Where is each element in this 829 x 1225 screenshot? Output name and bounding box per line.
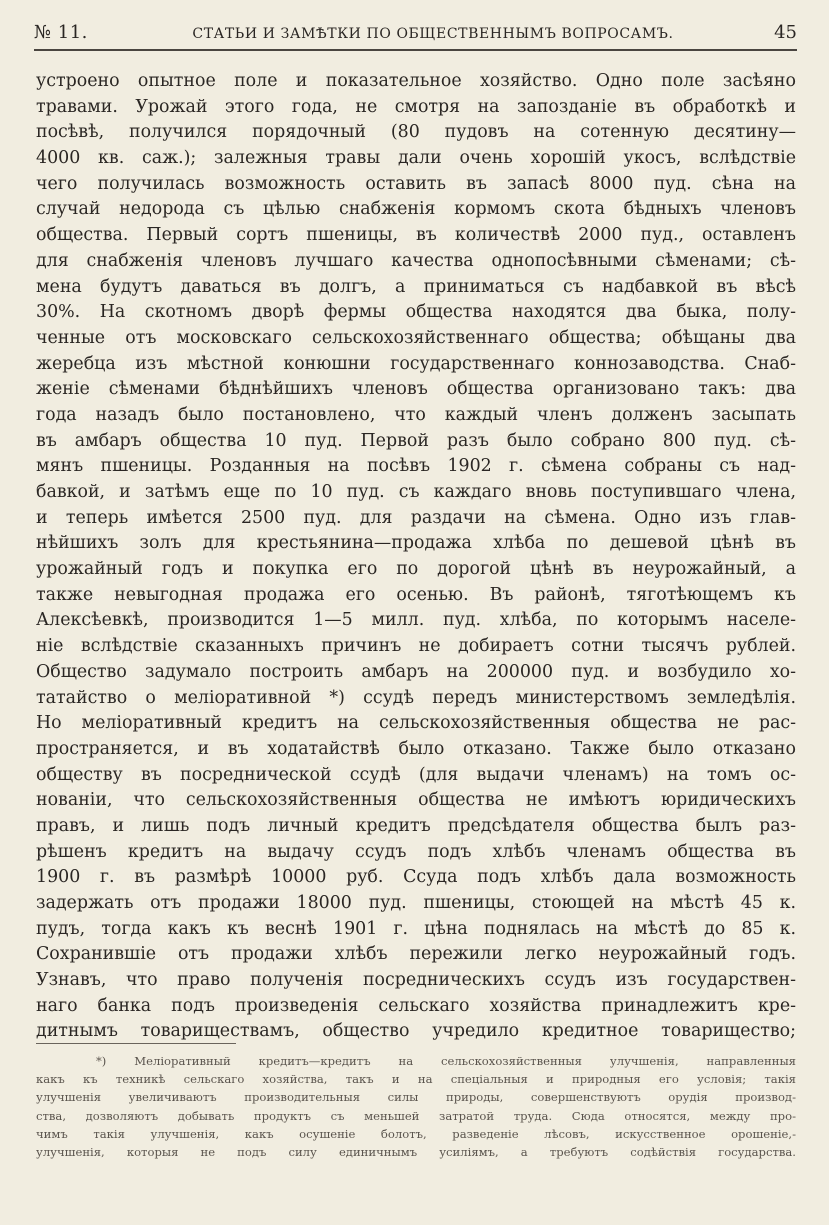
footnote-line: чимъ такія улучшенія, какъ осушеніе болотъ, разведеніе лѣсовъ, искусственное орошеніе,- xyxy=(36,1126,796,1141)
text-line: Но меліоративный кредитъ на сельскохозяйственныя общества не рас- xyxy=(36,713,796,734)
text-line: пространяется, и въ ходатайствѣ было отказано. Также было отказано xyxy=(36,738,796,759)
text-line: мянъ пшеницы. Розданныя на посѣвъ 1902 г. сѣмена собраны съ над- xyxy=(36,456,796,477)
footnote-rule xyxy=(36,1043,236,1044)
text-line: травами. Урожай этого года, не смотря на запозданіе въ обработкѣ и xyxy=(36,96,796,117)
text-line: общества. Первый сортъ пшеницы, въ количествѣ 2000 пуд., оставленъ xyxy=(36,225,796,246)
text-line: нѣйшихъ золъ для крестьянина—продажа хлѣба по дешевой цѣнѣ въ xyxy=(36,533,796,554)
text-line: 30%. На скотномъ дворѣ фермы общества находятся два быка, полу- xyxy=(36,302,796,323)
text-line: чего получилась возможность оставить въ запасѣ 8000 пуд. сѣна на xyxy=(36,173,796,194)
text-line: жеребца изъ мѣстной конюшни государственнаго коннозаводства. Снаб- xyxy=(36,353,796,374)
footnote-line: какъ къ техникѣ сельскаго хозяйства, такъ и на спеціальныя и природныя его условія; такія xyxy=(36,1072,796,1087)
text-line: устроено опытное поле и показательное хозяйство. Одно поле засѣяно xyxy=(36,71,796,91)
text-line: мена будутъ даваться въ долгъ, а приниматься съ надбавкой въ вѣсѣ xyxy=(36,276,796,297)
text-line: посѣвѣ, получился порядочный (80 пудовъ на сотенную десятину— xyxy=(36,122,796,143)
text-line: пудъ, тогда какъ къ веснѣ 1901 г. цѣна поднялась на мѣстѣ до 85 к. xyxy=(36,918,796,939)
text-line: Алексѣевкѣ, производится 1—5 милл. пуд. хлѣба, по которымъ населе- xyxy=(36,610,796,631)
text-line: года назадъ было постановлено, что каждый членъ долженъ засыпать xyxy=(36,404,796,425)
text-line: наго банка подъ произведенія сельскаго хозяйства принадлежитъ кре- xyxy=(36,995,796,1016)
text-line: ченные отъ московскаго сельскохозяйственнаго общества; обѣщаны два xyxy=(36,327,796,348)
footnote-line: *) Меліоративный кредитъ—кредитъ на сельскохозяйственныя улучшенія, направленныя xyxy=(96,1054,796,1068)
page-number: 45 xyxy=(774,22,797,43)
footnote xyxy=(36,1052,796,1161)
issue-number: № 11. xyxy=(34,22,88,43)
text-line: случай недорода съ цѣлью снабженія кормомъ скота бѣдныхъ членовъ xyxy=(36,199,796,220)
text-line: Узнавъ, что право полученія посредническихъ ссудъ изъ государствен- xyxy=(36,970,796,991)
section-title: СТАТЬИ И ЗАМѢТКИ ПО ОБЩЕСТВЕННЫМЪ ВОПРОСАМЪ. xyxy=(192,26,674,42)
text-line: бавкой, и затѣмъ еще по 10 пуд. съ каждаго вновь поступившаго члена, xyxy=(36,482,796,502)
text-line: правъ, и лишь подъ личный кредитъ предсѣдателя общества былъ раз- xyxy=(36,815,796,836)
text-line: дитнымъ товариществамъ, общество учредило кредитное товарищество; xyxy=(36,1021,796,1042)
text-line: въ амбаръ общества 10 пуд. Первой разъ было собрано 800 пуд. сѣ- xyxy=(36,430,796,451)
text-line: и теперь имѣется 2500 пуд. для раздачи на сѣмена. Одно изъ глав- xyxy=(36,507,796,528)
text-line: женіе сѣменами бѣднѣйшихъ членовъ общества организовано такъ: два xyxy=(36,379,796,400)
text-line: для снабженія членовъ лучшаго качества однопосѣвными сѣменами; сѣ- xyxy=(36,250,796,271)
footnote-line: ства, дозволяютъ добывать продуктъ съ меньшей затратой труда. Сюда относятся, между про- xyxy=(36,1108,796,1123)
text-line: Общество задумало построить амбаръ на 200000 пуд. и возбудило хо- xyxy=(36,661,796,682)
text-line: татайство о меліоративной *) ссудѣ передъ министерствомъ земледѣлія. xyxy=(36,687,796,708)
text-line: обществу въ посреднической ссудѣ (для выдачи членамъ) на томъ ос- xyxy=(36,764,796,785)
text-line: урожайный годъ и покупка его по дорогой цѣнѣ въ неурожайный, а xyxy=(36,559,796,580)
header-rule xyxy=(34,49,797,51)
text-line: ніе вслѣдствіе сказанныхъ причинъ не добираетъ сотни тысячъ рублей. xyxy=(36,636,796,657)
text-line: нованіи, что сельскохозяйственныя общества не имѣютъ юридическихъ xyxy=(36,790,796,811)
footnote-line: улучшенія, которыя не подъ силу единичнымъ усиліямъ, а требуютъ содѣйствія государства. xyxy=(36,1144,796,1159)
text-line: рѣшенъ кредитъ на выдачу ссудъ подъ хлѣбъ членамъ общества въ xyxy=(36,841,796,862)
text-line: 1900 г. въ размѣрѣ 10000 руб. Ссуда подъ хлѣбъ дала возможность xyxy=(36,867,796,888)
text-line: 4000 кв. саж.); залежныя травы дали очень хорошій укосъ, вслѣдствіе xyxy=(36,148,796,169)
text-line: также невыгодная продажа его осенью. Въ районѣ, тяготѣющемъ къ xyxy=(36,584,796,605)
text-line: Сохранившіе отъ продажи хлѣбъ пережили легко неурожайный годъ. xyxy=(36,944,796,965)
text-line: задержать отъ продажи 18000 пуд. пшеницы, стоющей на мѣстѣ 45 к. xyxy=(36,893,796,913)
footnote-line: улучшенія увеличиваютъ производительныя силы природы, совершенствуютъ орудія производ- xyxy=(36,1090,796,1105)
running-head xyxy=(34,22,797,44)
body-text xyxy=(36,69,796,1045)
